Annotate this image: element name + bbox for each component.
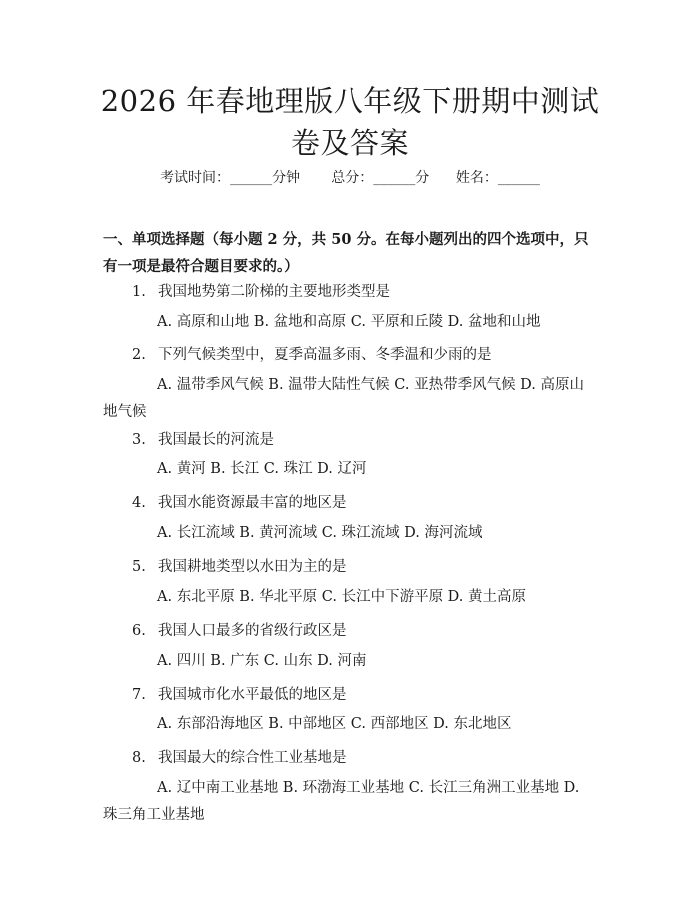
question-5-options: A. 东北平原 B. 华北平原 C. 长江中下游平原 D. 黄土高原	[157, 589, 527, 605]
question-4	[132, 493, 592, 513]
time-label: 考试时间：	[160, 170, 231, 186]
question-number: 3.	[132, 432, 146, 448]
question-1-options: A. 高原和山地 B. 盆地和高原 C. 平原和丘陵 D. 盆地和山地	[157, 314, 541, 330]
question-4-options: A. 长江流域 B. 黄河流域 C. 珠江流域 D. 海河流域	[157, 525, 483, 541]
question-7-options: A. 东部沿海地区 B. 中部地区 C. 西部地区 D. 东北地区	[157, 716, 512, 732]
question-5	[132, 557, 592, 577]
question-6-options: A. 四川 B. 广东 C. 山东 D. 河南	[157, 653, 367, 669]
question-6	[132, 621, 592, 641]
question-number: 8.	[132, 750, 146, 766]
question-8-options: A. 辽中南工业基地 B. 环渤海工业基地 C. 长江三角洲工业基地 D. 珠三角工业基地	[103, 780, 580, 823]
question-text: 我国最长的河流是	[158, 432, 274, 448]
question-text: 我国水能资源最丰富的地区是	[158, 495, 347, 511]
time-unit: 分钟	[272, 170, 301, 186]
question-text: 我国耕地类型以水田为主的是	[158, 559, 347, 575]
score-label: 总分：	[331, 170, 374, 186]
question-number: 6.	[132, 623, 146, 639]
time-blank: ______	[230, 170, 273, 186]
question-number: 1.	[132, 284, 146, 300]
question-8	[132, 748, 592, 768]
name-blank: ______	[497, 170, 540, 186]
question-3-options: A. 黄河 B. 长江 C. 珠江 D. 辽河	[157, 461, 367, 477]
question-text: 我国地势第二阶梯的主要地形类型是	[158, 284, 390, 300]
question-text: 我国最大的综合性工业基地是	[158, 750, 347, 766]
question-text: 我国城市化水平最低的地区是	[158, 687, 347, 703]
question-number: 4.	[132, 495, 146, 511]
question-1	[132, 282, 592, 302]
question-number: 5.	[132, 559, 146, 575]
question-number: 7.	[132, 687, 146, 703]
question-number: 2.	[132, 347, 146, 363]
question-2-options: A. 温带季风气候 B. 温带大陆性气候 C. 亚热带季风气候 D. 高原山地气候	[103, 377, 585, 420]
score-unit: 分	[415, 170, 430, 186]
question-7	[132, 685, 592, 705]
exam-info-line	[0, 167, 700, 187]
name-label: 姓名：	[455, 170, 498, 186]
question-text: 下列气候类型中，夏季高温多雨、冬季温和少雨的是	[158, 347, 492, 363]
question-2	[132, 345, 592, 365]
question-3	[132, 430, 592, 450]
section-heading: 一、单项选择题（每小题 2 分，共 50 分。在每小题列出的四个选项中，只有一项是最符合题目要求的。）	[103, 231, 589, 275]
page-title: 2026 年春地理版八年级下册期中测试卷及答案	[100, 84, 600, 160]
question-text: 我国人口最多的省级行政区是	[158, 623, 347, 639]
score-blank: ______	[373, 170, 416, 186]
